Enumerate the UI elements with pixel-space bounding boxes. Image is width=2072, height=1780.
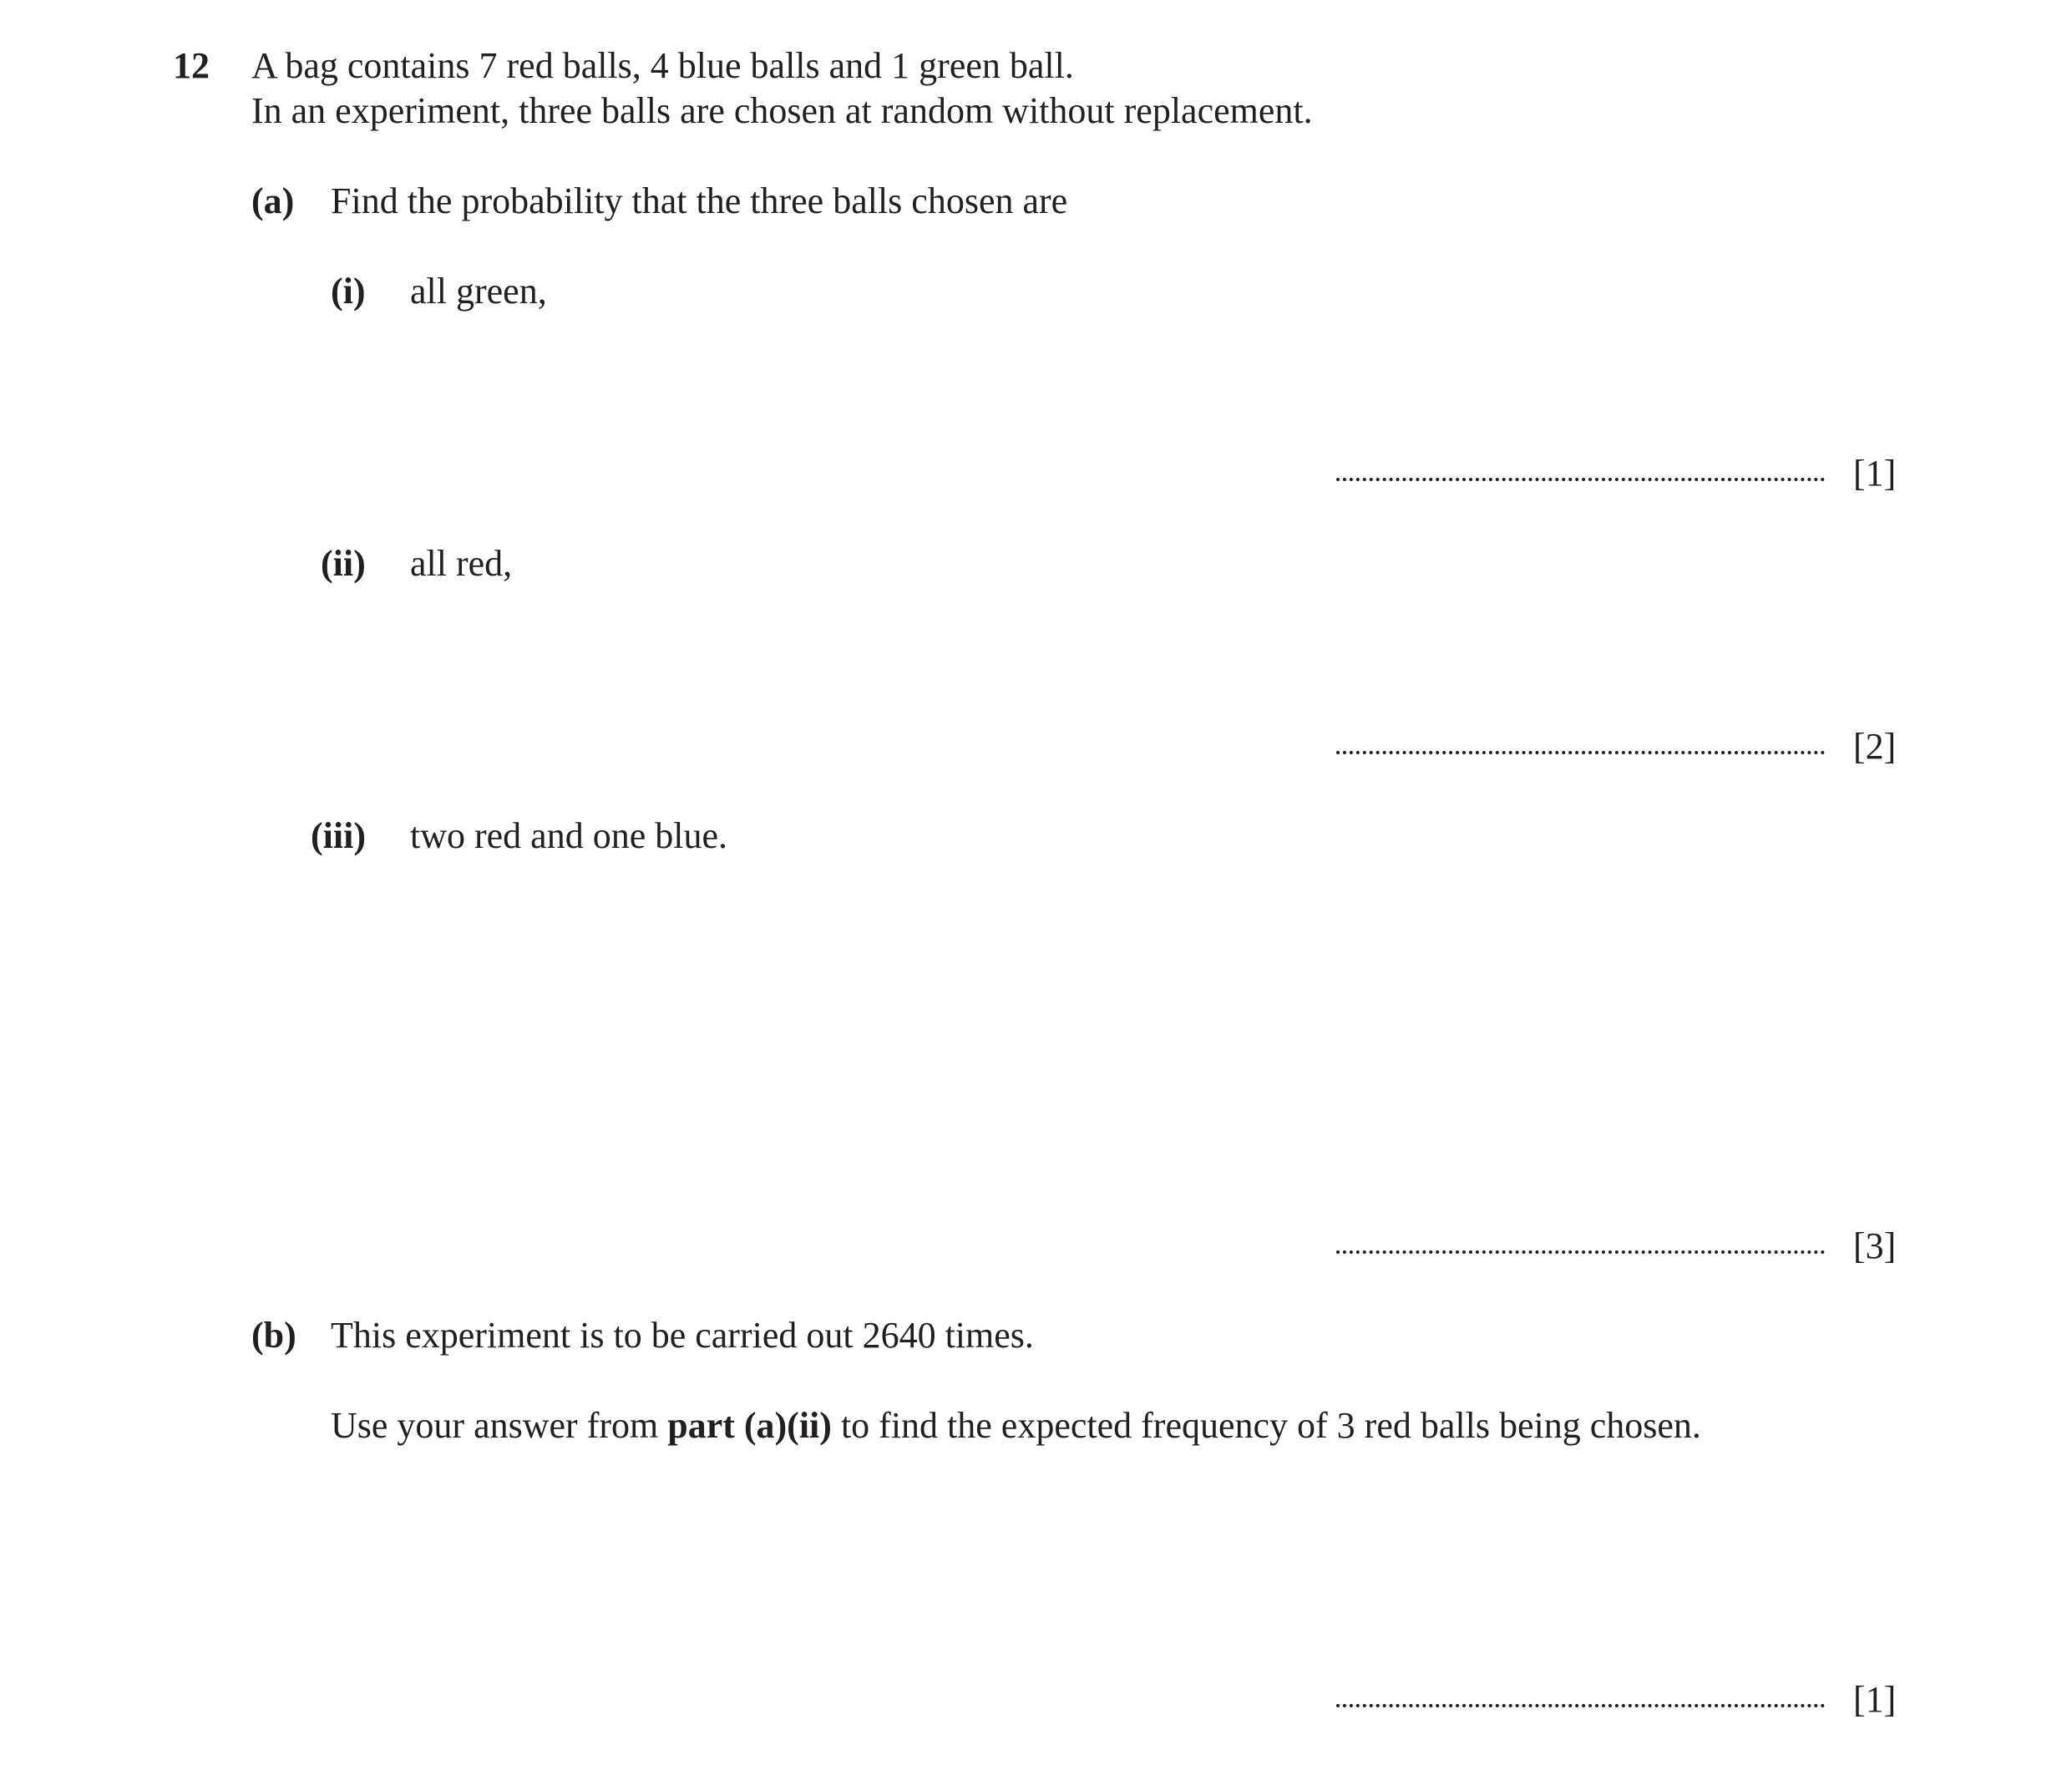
answer-line-a-i[interactable]: [1336, 478, 1825, 481]
part-b-text-2-before: Use your answer from: [331, 1405, 668, 1446]
part-b-text-1: This experiment is to be carried out 2640 times.: [331, 1315, 1034, 1356]
marks-b: [1]: [1853, 1679, 1897, 1720]
answer-line-b[interactable]: [1336, 1704, 1825, 1707]
part-a-iii-label: (iii): [311, 815, 366, 856]
question-intro-line-1: A bag contains 7 red balls, 4 blue balls and 1 green ball.: [251, 45, 1074, 86]
marks-a-i: [1]: [1853, 453, 1897, 494]
part-a-i-label: (i): [331, 271, 366, 312]
part-b-label: (b): [251, 1315, 296, 1356]
part-a-text: Find the probability that the three balls chosen are: [331, 180, 1068, 221]
answer-line-a-ii[interactable]: [1336, 751, 1825, 754]
part-a-i-text: all green,: [410, 271, 547, 312]
part-a-label: (a): [251, 180, 295, 221]
answer-line-a-iii[interactable]: [1336, 1250, 1825, 1254]
question-intro-line-2: In an experiment, three balls are chosen at random without replacement.: [251, 90, 1313, 131]
part-b-text-2: [331, 1407, 1701, 1444]
part-a-ii-label: (ii): [321, 543, 366, 584]
marks-a-iii: [3]: [1853, 1225, 1897, 1266]
question-number: 12: [173, 45, 210, 86]
part-a-iii-text: two red and one blue.: [410, 815, 727, 856]
part-a-ii-text: all red,: [410, 543, 513, 584]
part-b-text-2-after: to find the expected frequency of 3 red balls being chosen.: [831, 1405, 1701, 1446]
marks-a-ii: [2]: [1853, 726, 1897, 767]
part-b-text-2-bold: part (a)(ii): [667, 1405, 832, 1446]
